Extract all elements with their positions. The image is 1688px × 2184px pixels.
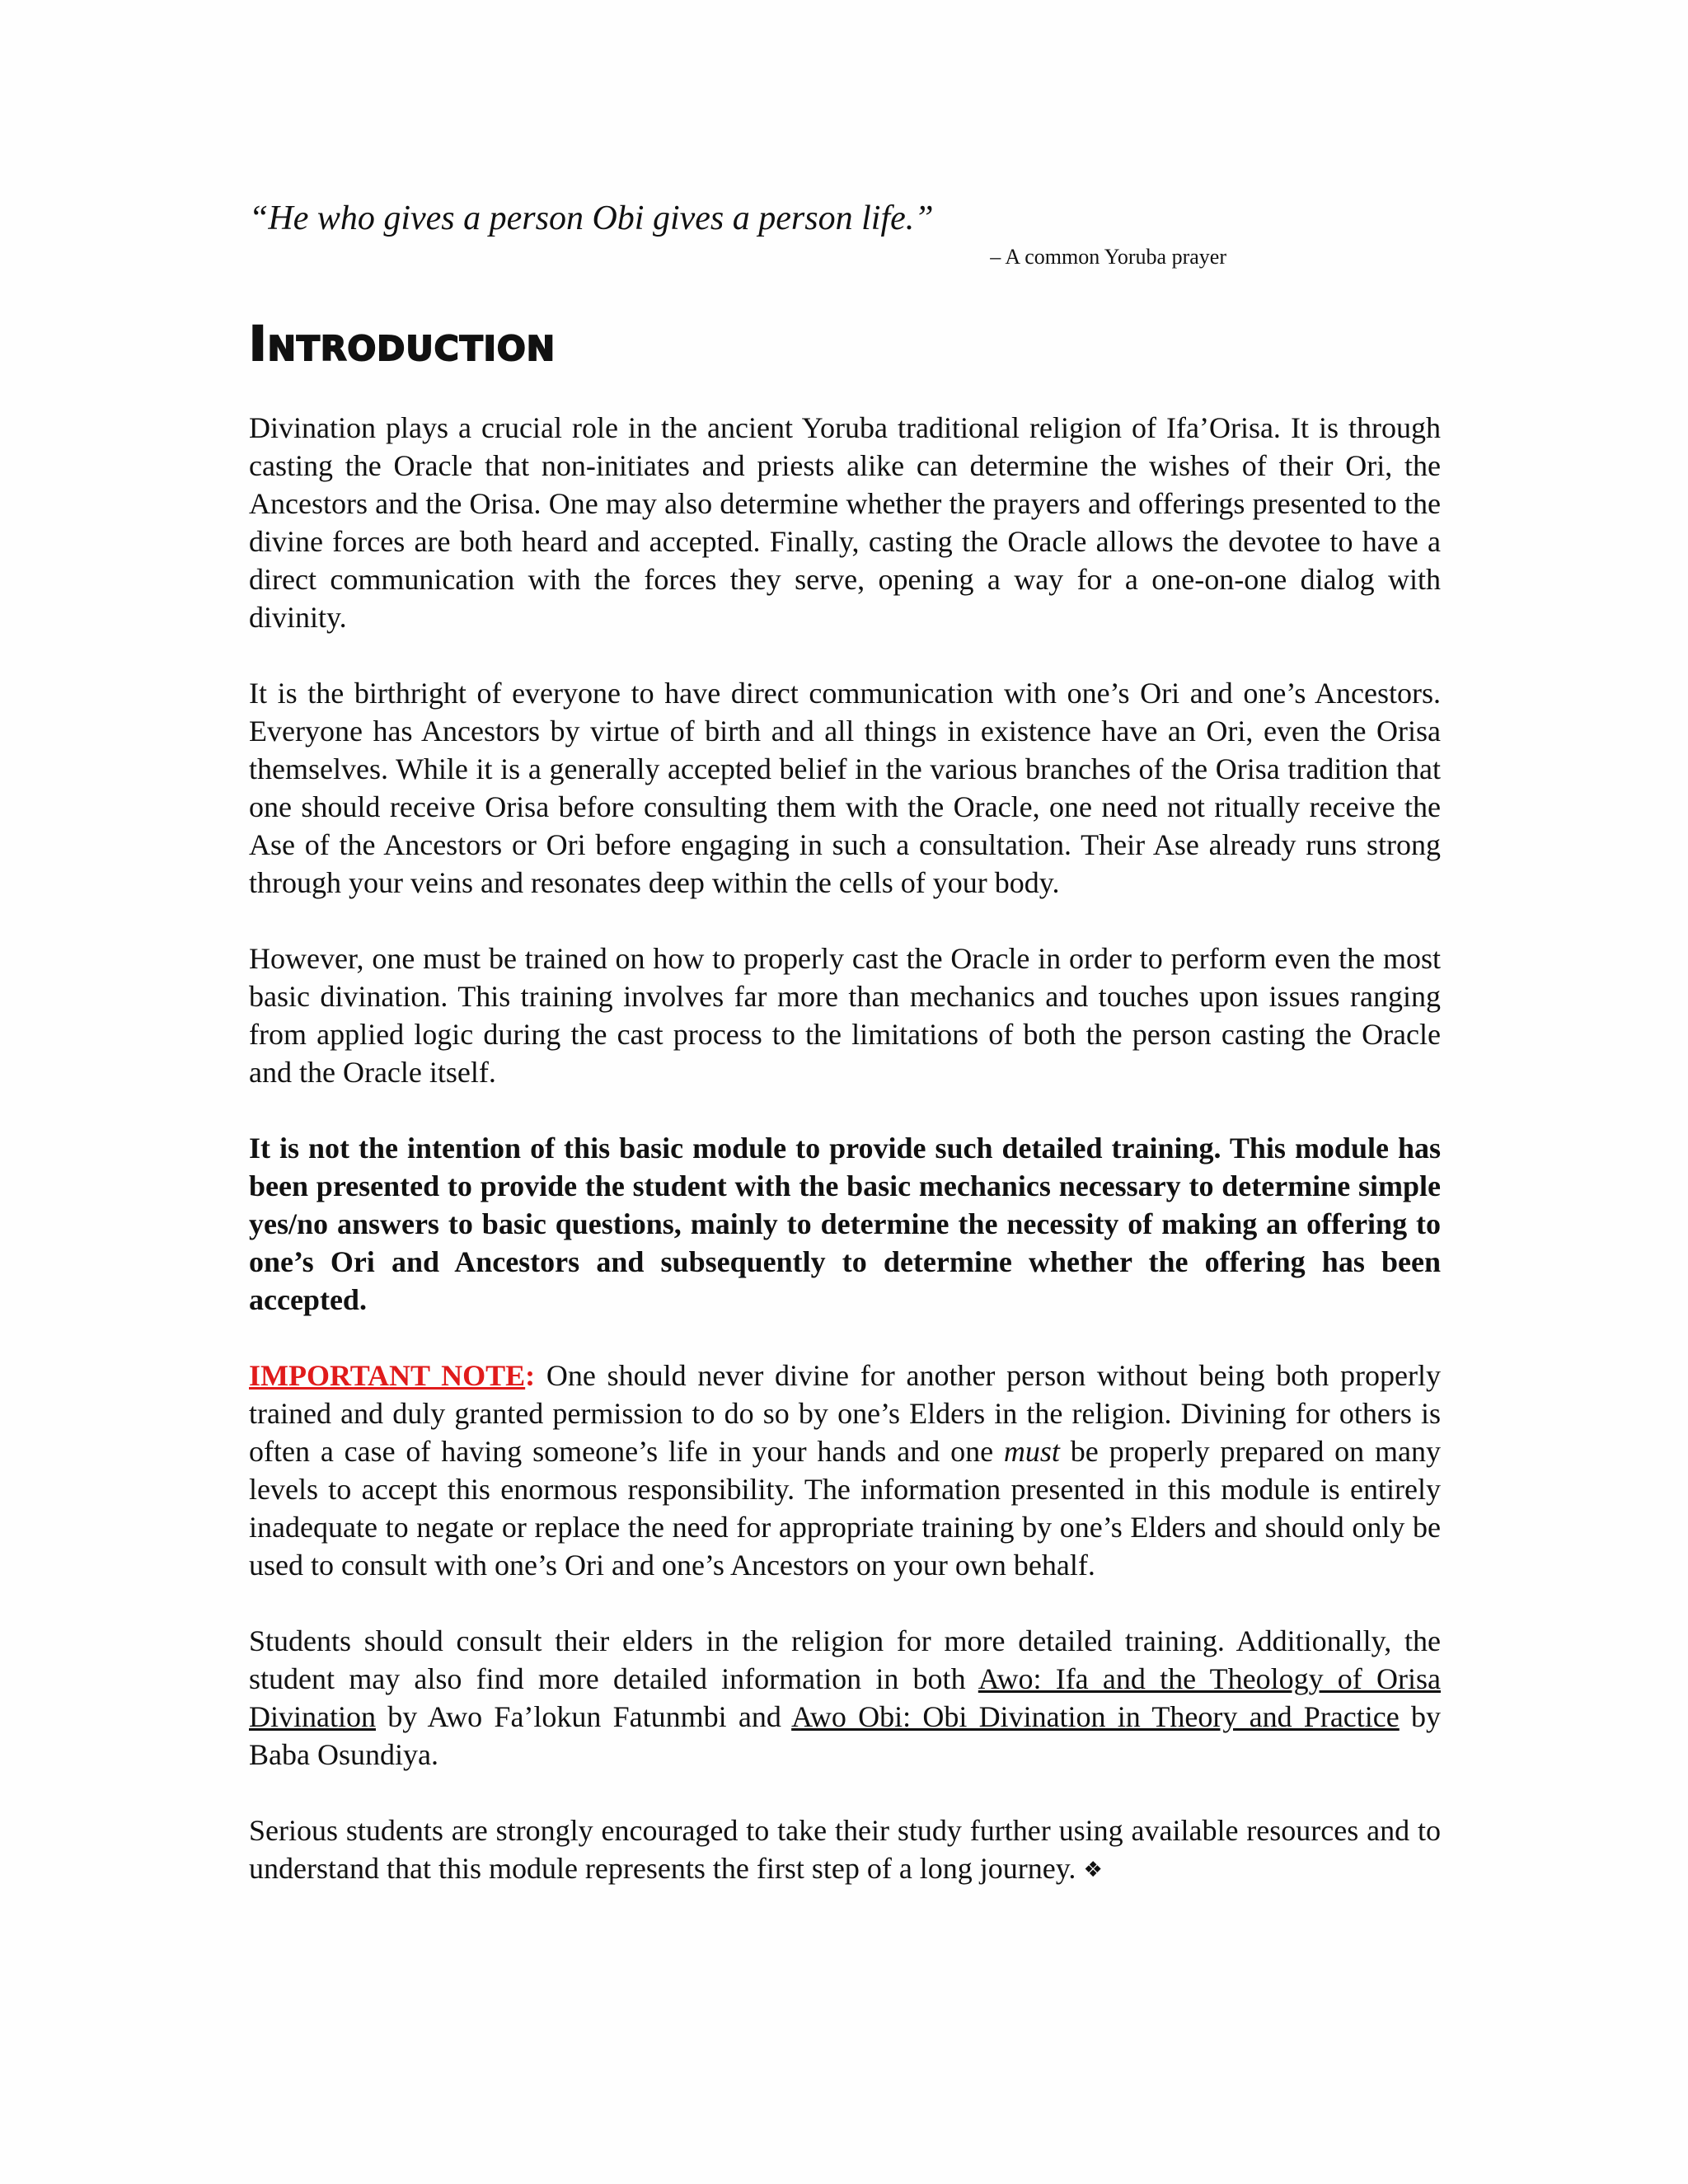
further-reading-text-after: by Baba Osundiya. [249, 1700, 1441, 1771]
important-note-emphasis: must [1003, 1435, 1060, 1468]
epigraph-quote: “He who gives a person Obi gives a person life.” [249, 199, 934, 237]
serious-students-text: Serious students are strongly encouraged to take their study further using available resources and to understand that this module represents the first step of a long journey. [249, 1814, 1441, 1885]
paragraph-divination-role: Divination plays a crucial role in the ancient Yoruba traditional religion of Ifa’Orisa. It is through casting the Oracle that non-initiates and priests alike can determine the wishes of their Ori, the Ancestors and the Orisa. One may also determine whether the prayers and offerings presented to the divine forces are both heard and accepted. Finally, casting the Oracle allows the devotee to have a direct communication with the forces they serve, opening a way for a one-on-one dialog with divinity. [249, 411, 1441, 634]
further-reading-text-middle: by Awo Fa’lokun Fatunmbi and [375, 1700, 792, 1733]
important-note-colon: : [525, 1359, 536, 1392]
section-heading: Introduction [249, 316, 556, 372]
paragraph-further-reading [249, 1622, 1441, 1774]
paragraph-module-scope: It is not the intention of this basic module to provide such detailed training. This module has been presented to provide the student with the basic mechanics necessary to determine simple yes/no answers to basic questions, mainly to determine the necessity of making an offering to one’s Ori and Ancestors and subsequently to determine whether the offering has been accepted. [249, 1132, 1441, 1316]
further-reading-text-before: Students should consult their elders in the religion for more detailed training. Additionally, the student may also find more detailed information in both [249, 1624, 1441, 1695]
paragraph-serious-students [249, 1811, 1441, 1889]
book-title-awo-ifa: Awo: Ifa and the Theology of Orisa Divination [249, 1662, 1441, 1733]
paragraph-training: However, one must be trained on how to properly cast the Oracle in order to perform even the most basic divination. This training involves far more than mechanics and touches upon issues ranging from applied logic during the cast process to the limitations of both the person casting the Oracle and the Oracle itself. [249, 942, 1441, 1089]
important-note-text-before: One should never divine for another person without being both properly trained and duly granted permission to do so by one’s Elders in the religion. Divining for others is often a case of having someone’s life in your hands and one [249, 1359, 1441, 1468]
paragraph-birthright: It is the birthright of everyone to have direct communication with one’s Ori and one’s Ancestors. Everyone has Ancestors by virtue of birth and all things in existence have an Ori, even the Orisa themselves. While it is a generally accepted belief in the various branches of the Orisa tradition that one should receive Orisa before consulting them with the Oracle, one need not ritually receive the Ase of the Ancestors or Ori before engaging in such a consultation. Their Ase already runs strong through your veins and resonates deep within the cells of your body. [249, 677, 1441, 899]
ornament-icon: ❖ [1083, 1858, 1103, 1882]
body-text [249, 409, 1441, 1927]
epigraph-attribution: – A common Yoruba prayer [990, 245, 1226, 269]
paragraph-important-note [249, 1357, 1441, 1584]
book-title-awo-obi: Awo Obi: Obi Divination in Theory and Practice [791, 1700, 1400, 1733]
important-note-label: IMPORTANT NOTE [249, 1359, 526, 1392]
important-note-text-after: be properly prepared on many levels to accept this enormous responsibility. The information presented in this module is entirely inadequate to negate or replace the need for appropriate training by one’s Elders and should only be used to consult with one’s Ori and one’s Ancestors on your own behalf. [249, 1435, 1442, 1582]
